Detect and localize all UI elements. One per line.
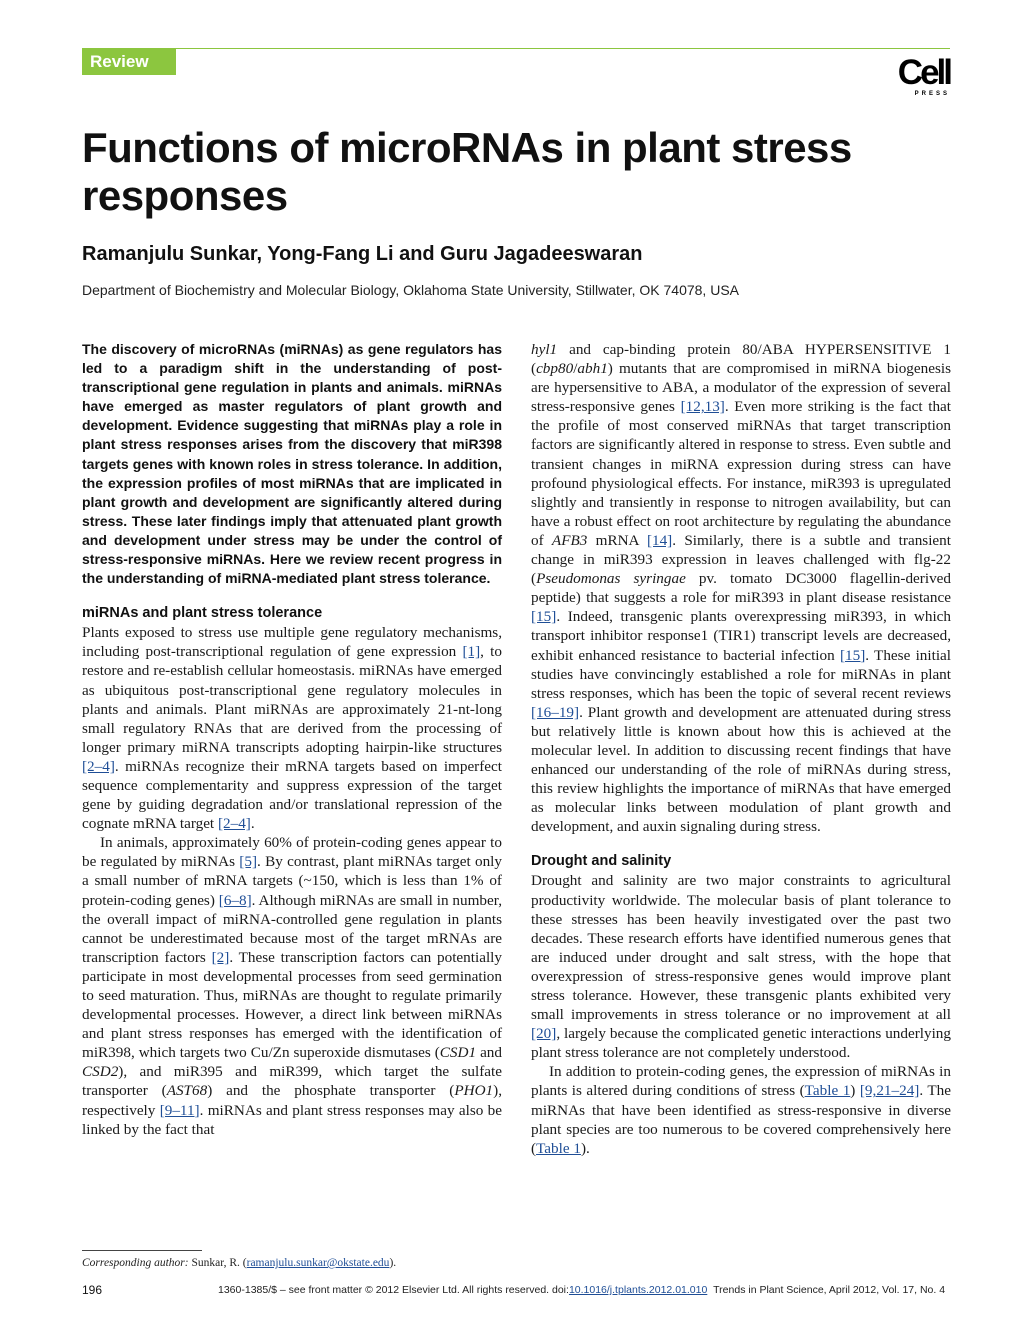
header-rule (82, 48, 950, 49)
table-link[interactable]: Table 1 (536, 1139, 581, 1157)
article-title: Functions of microRNAs in plant stress responses (82, 124, 852, 219)
author-list: Ramanjulu Sunkar, Yong-Fang Li and Guru Jagadeeswaran (82, 243, 643, 265)
copyright-text: 1360-1385/$ – see front matter © 2012 Elsevier Ltd. All rights reserved. doi: (218, 1284, 569, 1296)
cell-press-logo (880, 53, 950, 97)
footnote-rule (82, 1250, 202, 1251)
citation-link[interactable]: [5] (239, 853, 258, 871)
citation-link[interactable]: [15] (531, 608, 557, 626)
doi-link[interactable]: 10.1016/j.tplants.2012.01.010 (568, 1284, 708, 1296)
section-body (82, 623, 502, 1139)
citation-link[interactable]: [2–4] (82, 757, 115, 775)
citation-link[interactable]: [9–11] (159, 1101, 200, 1119)
paragraph: In addition to protein-coding genes, the expression of miRNAs in plants is altered during conditions of stress (Table 1) [9,21–24]. The miRNAs that have been identified as stress-responsive in diverse plant species are too numerous to be covered comprehensively here (Table 1). (531, 1063, 952, 1157)
cell-logo-press: PRESS (914, 91, 950, 97)
paragraph: hyl1 and cap-binding protein 80/ABA HYPERSENSITIVE 1 (cbp80/abh1) mutants that are compromised in miRNA biogenesis are hypersensitive to ABA, a modulator of the expression of several stress-responsive genes [12,13]. Even more striking is the fact that the profile of most conserved miRNAs that target transcription factors are significantly altered in response to stress. Even subtle and transient changes in miRNA expression during stress can have profound physiological effects. For instance, miR393 is upregulated slightly and transiently in response to nitrogen availability, but can have a robust effect on root architecture by regulating the abundance of AFB3 mRNA [14]. Similarly, there is a subtle and transient change in miR393 expression in leaves challenged with flg-22 (Pseudomonas syringae pv. tomato DC3000 flagellin-derived peptide) that suggests a role for miR393 in plant disease resistance [15]. Indeed, transgenic plants overexpressing miR393, in which transport inhibitor response1 (TIR1) transcript levels are decreased, exhibit enhanced resistance to bacterial infection [15]. These initial studies have convincingly established a role for miRNAs in plant stress responses, which has been the topic of several recent reviews [16–19]. Plant growth and development are attenuated during stress but relatively little is known about how this is achieved at the molecular level. In addition to discussing recent findings that have enhanced our understanding of the role of miRNAs during stress, this review highlights the importance of miRNAs that have emerged as molecular links between modulation of plant growth and development, and auxin signaling during stress. (531, 341, 951, 836)
table-link[interactable]: Table 1 (804, 1082, 851, 1100)
citation-link[interactable]: [1] (462, 643, 481, 661)
citation-link[interactable]: [9,21–24] (859, 1082, 920, 1100)
citation-link[interactable]: [14] (646, 531, 673, 549)
section-body (531, 340, 951, 836)
spacer (82, 588, 502, 604)
citation-link[interactable]: [2–4] (217, 815, 251, 833)
section-heading: Drought and salinity (531, 853, 672, 870)
paragraph: In animals, approximately 60% of protein-coding genes appear to be regulated by miRNAs [5]. By contrast, plant miRNAs target only a small number of mRNA targets (~150, which is less than 1% of protein-coding genes) [6–8]. Although miRNAs are small in number, the overall impact of miRNA-controlled gene regulation in plants cannot be underestimated because most of the target mRNAs are transcription factors [2]. These transcription factors can potentially participate in most developmental processes from seed germination to seed maturation. Thus, miRNAs are thought to regulate primarily developmental processes. However, a direct link between miRNAs and plant stress responses has emerged with the identification of miR398, which targets two Cu/Zn superoxide dismutases (CSD1 and CSD2), and miR395 and miR399, which target the sulfate transporter (AST68) and the phosphate transporter (PHO1), respectively [9–11]. miRNAs and plant stress responses may also be linked by the fact that (82, 834, 503, 1138)
left-column (82, 340, 502, 1139)
citation-link[interactable]: [6–8] (218, 891, 252, 909)
email-link[interactable]: ramanjulu.sunkar@okstate.edu (246, 1257, 390, 1269)
cell-logo-word: Cell (897, 53, 950, 92)
corresponding-author-label: Corresponding author: (82, 1257, 189, 1269)
corresponding-author-name: Sunkar, R. (191, 1257, 240, 1269)
citation-link[interactable]: [2] (211, 948, 230, 966)
affiliation: Department of Biochemistry and Molecular Biology, Oklahoma State University, Stillwater, OK 74078, USA (82, 282, 739, 298)
paragraph: Plants exposed to stress use multiple gene regulatory mechanisms, including post-transcriptional regulation of gene expression [1], to restore and re-establish cellular homeostasis. miRNAs have emerged as ubiquitous post-transcriptional gene regulatory molecules in plants and animals. Plant miRNAs are approximately 21-nt-long small regulatory RNAs that are derived from the processing of longer primary miRNA transcripts adopting hairpin-like structures [2–4]. miRNAs recognize their mRNA targets based on imperfect sequence complementarity and suppress expression of the target gene by guiding degradation and/or translational repression of the cognate mRNA target [2–4]. (82, 624, 502, 833)
citation-link[interactable]: [20] (531, 1025, 557, 1043)
spacer (531, 836, 951, 852)
citation-link[interactable]: [15] (839, 646, 866, 664)
section-heading: miRNAs and plant stress tolerance (82, 605, 323, 622)
citation-link[interactable]: [16–19] (531, 703, 580, 721)
right-column (531, 340, 951, 1158)
page-number: 196 (82, 1283, 103, 1297)
citation-link[interactable]: [12,13] (680, 398, 725, 416)
footer-line (218, 1284, 945, 1296)
abstract: The discovery of microRNAs (miRNAs) as gene regulators has led to a paradigm shift in the understanding of post-transcriptional gene regulation in plants and animals. miRNAs have emerged as master regulators of plant growth and development. Evidence suggesting that miRNAs play a role in plant stress responses arises from the discovery that miR398 targets genes with known roles in stress tolerance. In addition, the expression profiles of most miRNAs that are implicated in plant growth and development are significantly altered during stress. These later findings imply that attenuated plant growth and development under stress may be under the control of stress-responsive miRNAs. Here we review recent progress in the understanding of miRNA-mediated plant stress tolerance. (82, 341, 502, 587)
section-body (531, 871, 951, 1157)
review-badge: Review (82, 48, 176, 75)
paragraph: Drought and salinity are two major constraints to agricultural productivity worldwide. The molecular basis of plant tolerance to these stresses has been heavily investigated over the past two decades. These research efforts have identified numerous genes that are induced under drought and salt stress, with the hope that overexpression of stress-responsive genes would improve plant stress tolerance. However, these transgenic plants exhibited very small improvements in stress tolerance or no improvement at all [20], largely because the complicated genetic interactions underlying plant stress tolerance are not completely understood. (531, 872, 951, 1062)
journal-citation: Trends in Plant Science, April 2012, Vol. 17, No. 4 (713, 1284, 946, 1296)
corresponding-author: Corresponding author: Sunkar, R. (ramanjulu.sunkar@okstate.edu). (82, 1257, 397, 1269)
footnote (82, 1250, 502, 1269)
